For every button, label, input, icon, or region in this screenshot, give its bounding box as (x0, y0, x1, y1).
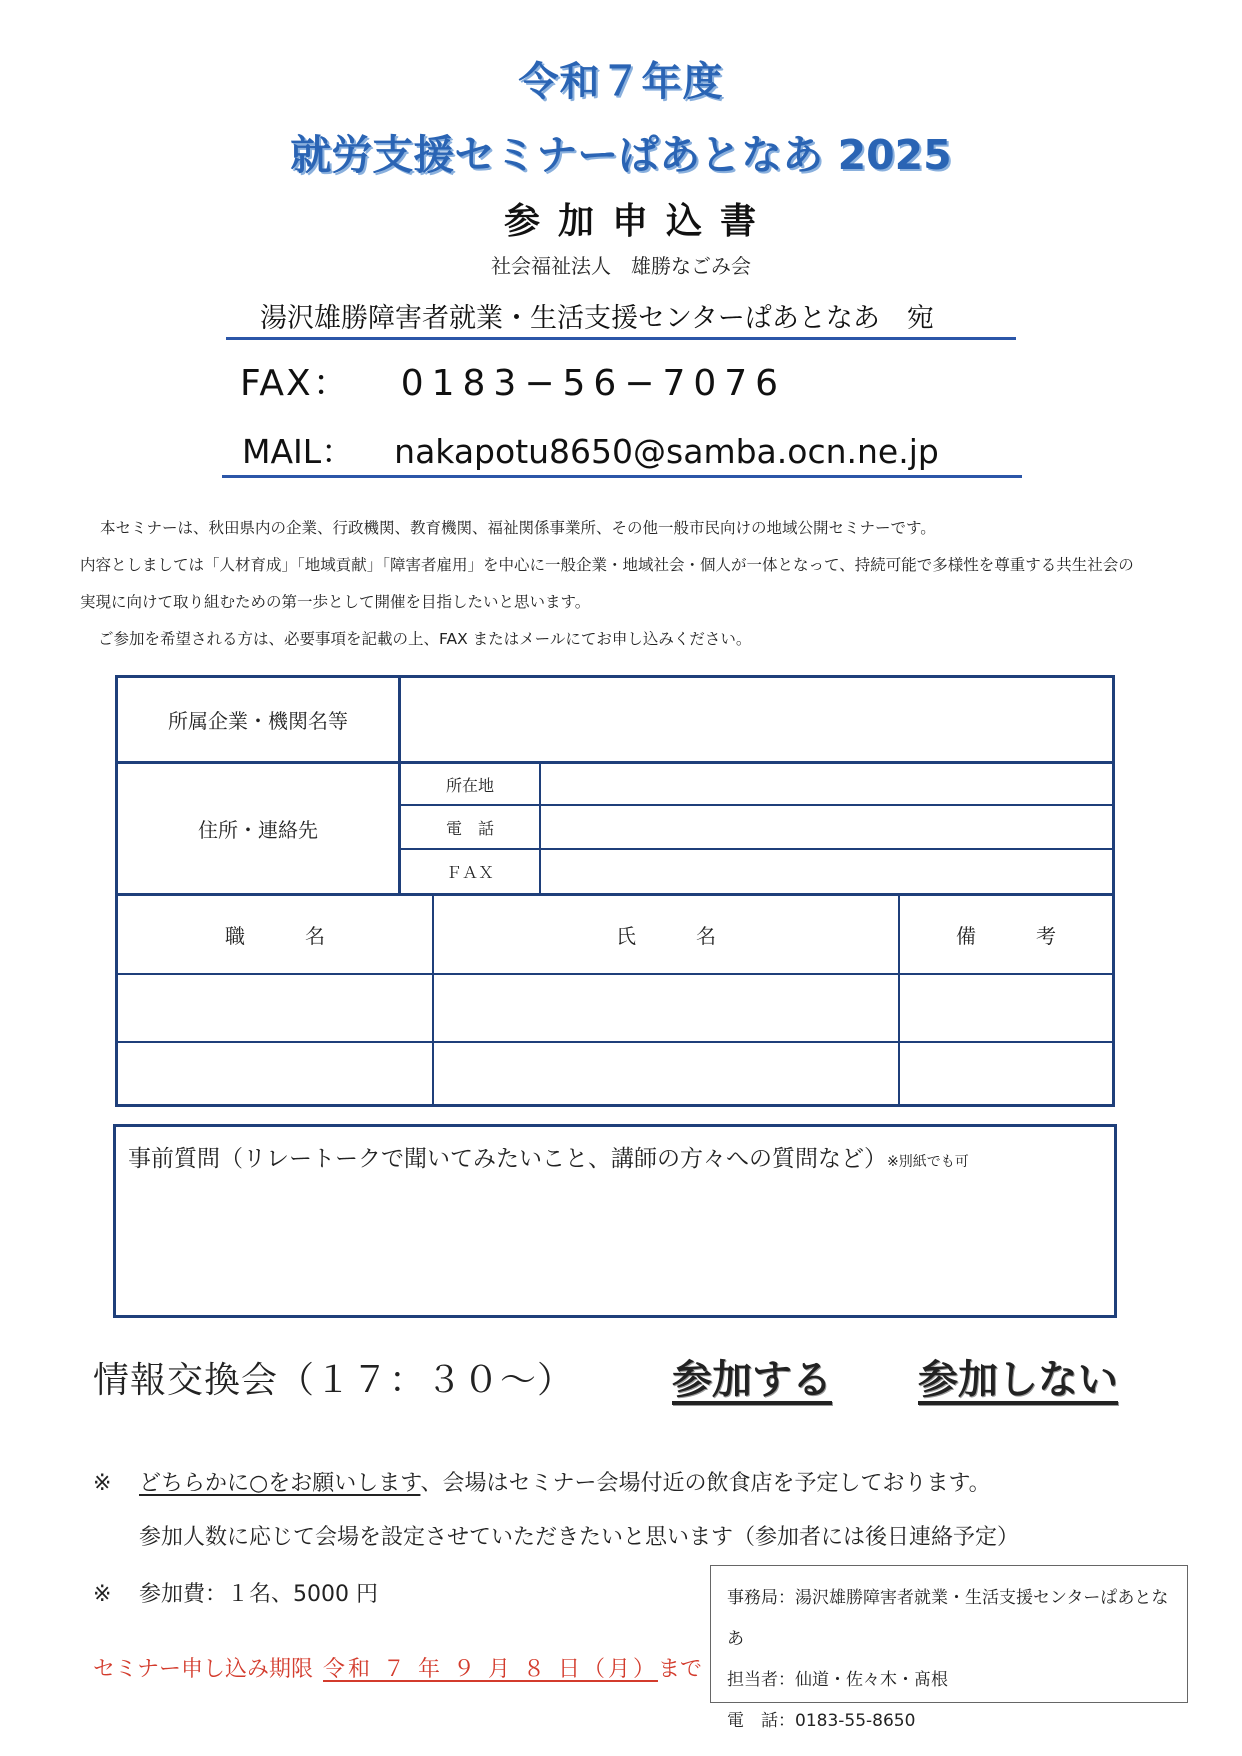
deadline-label: セミナー申し込み期限 (93, 1657, 314, 1682)
office-line: 事務局：湯沢雄勝障害者就業・生活支援センターぱあとなあ (727, 1588, 1169, 1649)
note-mark-2: ※ (93, 1582, 112, 1607)
organization-name: 社会福祉法人 雄勝なごみ会 (491, 254, 751, 278)
fax-number: 0183−56−7076 (400, 363, 787, 404)
attend-option[interactable]: 参加する (672, 1357, 832, 1403)
note-circle (93, 1466, 991, 1497)
note-fee (93, 1577, 378, 1608)
staff-line: 担当者：仙道・佐々木・髙根 (727, 1670, 948, 1690)
form-title: 参加申込書 (503, 201, 774, 242)
recipient-line: 湯沢雄勝障害者就業・生活支援センターぱあとなあ 宛 (226, 296, 1016, 340)
office-phone-line: 電 話：0183-55-8650 (727, 1711, 916, 1731)
question-label-text: 事前質問（リレートークで聞いてみたいこと、講師の方々への質問など） (128, 1146, 887, 1172)
fax-field-label: ＦＡＸ (445, 863, 494, 882)
intro-line-2: 内容としましては「人材育成」「地域貢献」「障害者雇用」を中心に一般企業・地域社会・個人が一体となって、持続可能で多様性を尊重する共生社会の (80, 556, 1134, 574)
note-mark-1: ※ (93, 1471, 112, 1496)
phone-input[interactable] (541, 806, 1112, 848)
deadline-date: 令和 ７ 年 ９ 月 ８ 日（月） (323, 1657, 658, 1682)
fax-contact (240, 355, 786, 406)
company-label: 所属企業・機関名等 (168, 709, 348, 733)
fee-text: 参加費：１名、5000 円 (139, 1582, 378, 1607)
mail-contact (222, 426, 1022, 478)
intro-line-1: 本セミナーは、秋田県内の企業、行政機関、教育機関、福祉関係事業所、その他一般市民向けの地域公開セミナーです。 (100, 519, 936, 537)
location-input[interactable] (541, 764, 1112, 804)
position-header: 職 名 (225, 924, 325, 948)
location-label: 所在地 (445, 775, 494, 795)
mail-address[interactable]: nakapotu8650@samba.ocn.ne.jp (394, 432, 939, 471)
venue-text: 、会場はセミナー会場付近の飲食店を予定しております。 (420, 1471, 991, 1496)
name-input-1[interactable] (434, 975, 898, 1041)
position-input-2[interactable] (118, 1043, 432, 1104)
count-text: 参加人数に応じて会場を設定させていただきたいと思います（参加者には後日連絡予定） (139, 1525, 1020, 1550)
circle-request: どちらかに○をお願いします (139, 1471, 421, 1496)
intro-line-3: 実現に向けて取り組むための第一歩として開催を目指したいと思います。 (80, 593, 591, 611)
intro-line-4: ご参加を希望される方は、必要事項を記載の上、FAX またはメールにてお申し込みください。 (98, 630, 752, 648)
office-info-box (710, 1565, 1188, 1731)
address-label: 住所・連絡先 (198, 818, 318, 842)
seminar-title: 就労支援セミナーぱあとなあ 2025 (290, 131, 952, 179)
fax-label: FAX： (240, 363, 351, 404)
phone-label: 電 話 (445, 818, 494, 838)
year-title: 令和７年度 (518, 59, 724, 105)
remarks-header: 備 考 (956, 924, 1056, 948)
remarks-input-2[interactable] (900, 1043, 1112, 1104)
position-input-1[interactable] (118, 975, 432, 1041)
not-attend-option[interactable]: 参加しない (918, 1357, 1118, 1403)
application-form-table (115, 675, 1115, 1107)
question-note: ※別紙でも可 (887, 1154, 969, 1170)
fax-input[interactable] (541, 850, 1112, 893)
exchange-label: 情報交換会（１７：３０〜） (93, 1360, 575, 1401)
company-input[interactable] (401, 678, 1112, 761)
name-header: 氏 名 (616, 924, 716, 948)
remarks-input-1[interactable] (900, 975, 1112, 1041)
deadline-suffix: まで (657, 1657, 702, 1682)
mail-label: MAIL： (242, 432, 355, 471)
question-label (128, 1140, 969, 1173)
name-input-2[interactable] (434, 1043, 898, 1104)
deadline (93, 1652, 702, 1683)
